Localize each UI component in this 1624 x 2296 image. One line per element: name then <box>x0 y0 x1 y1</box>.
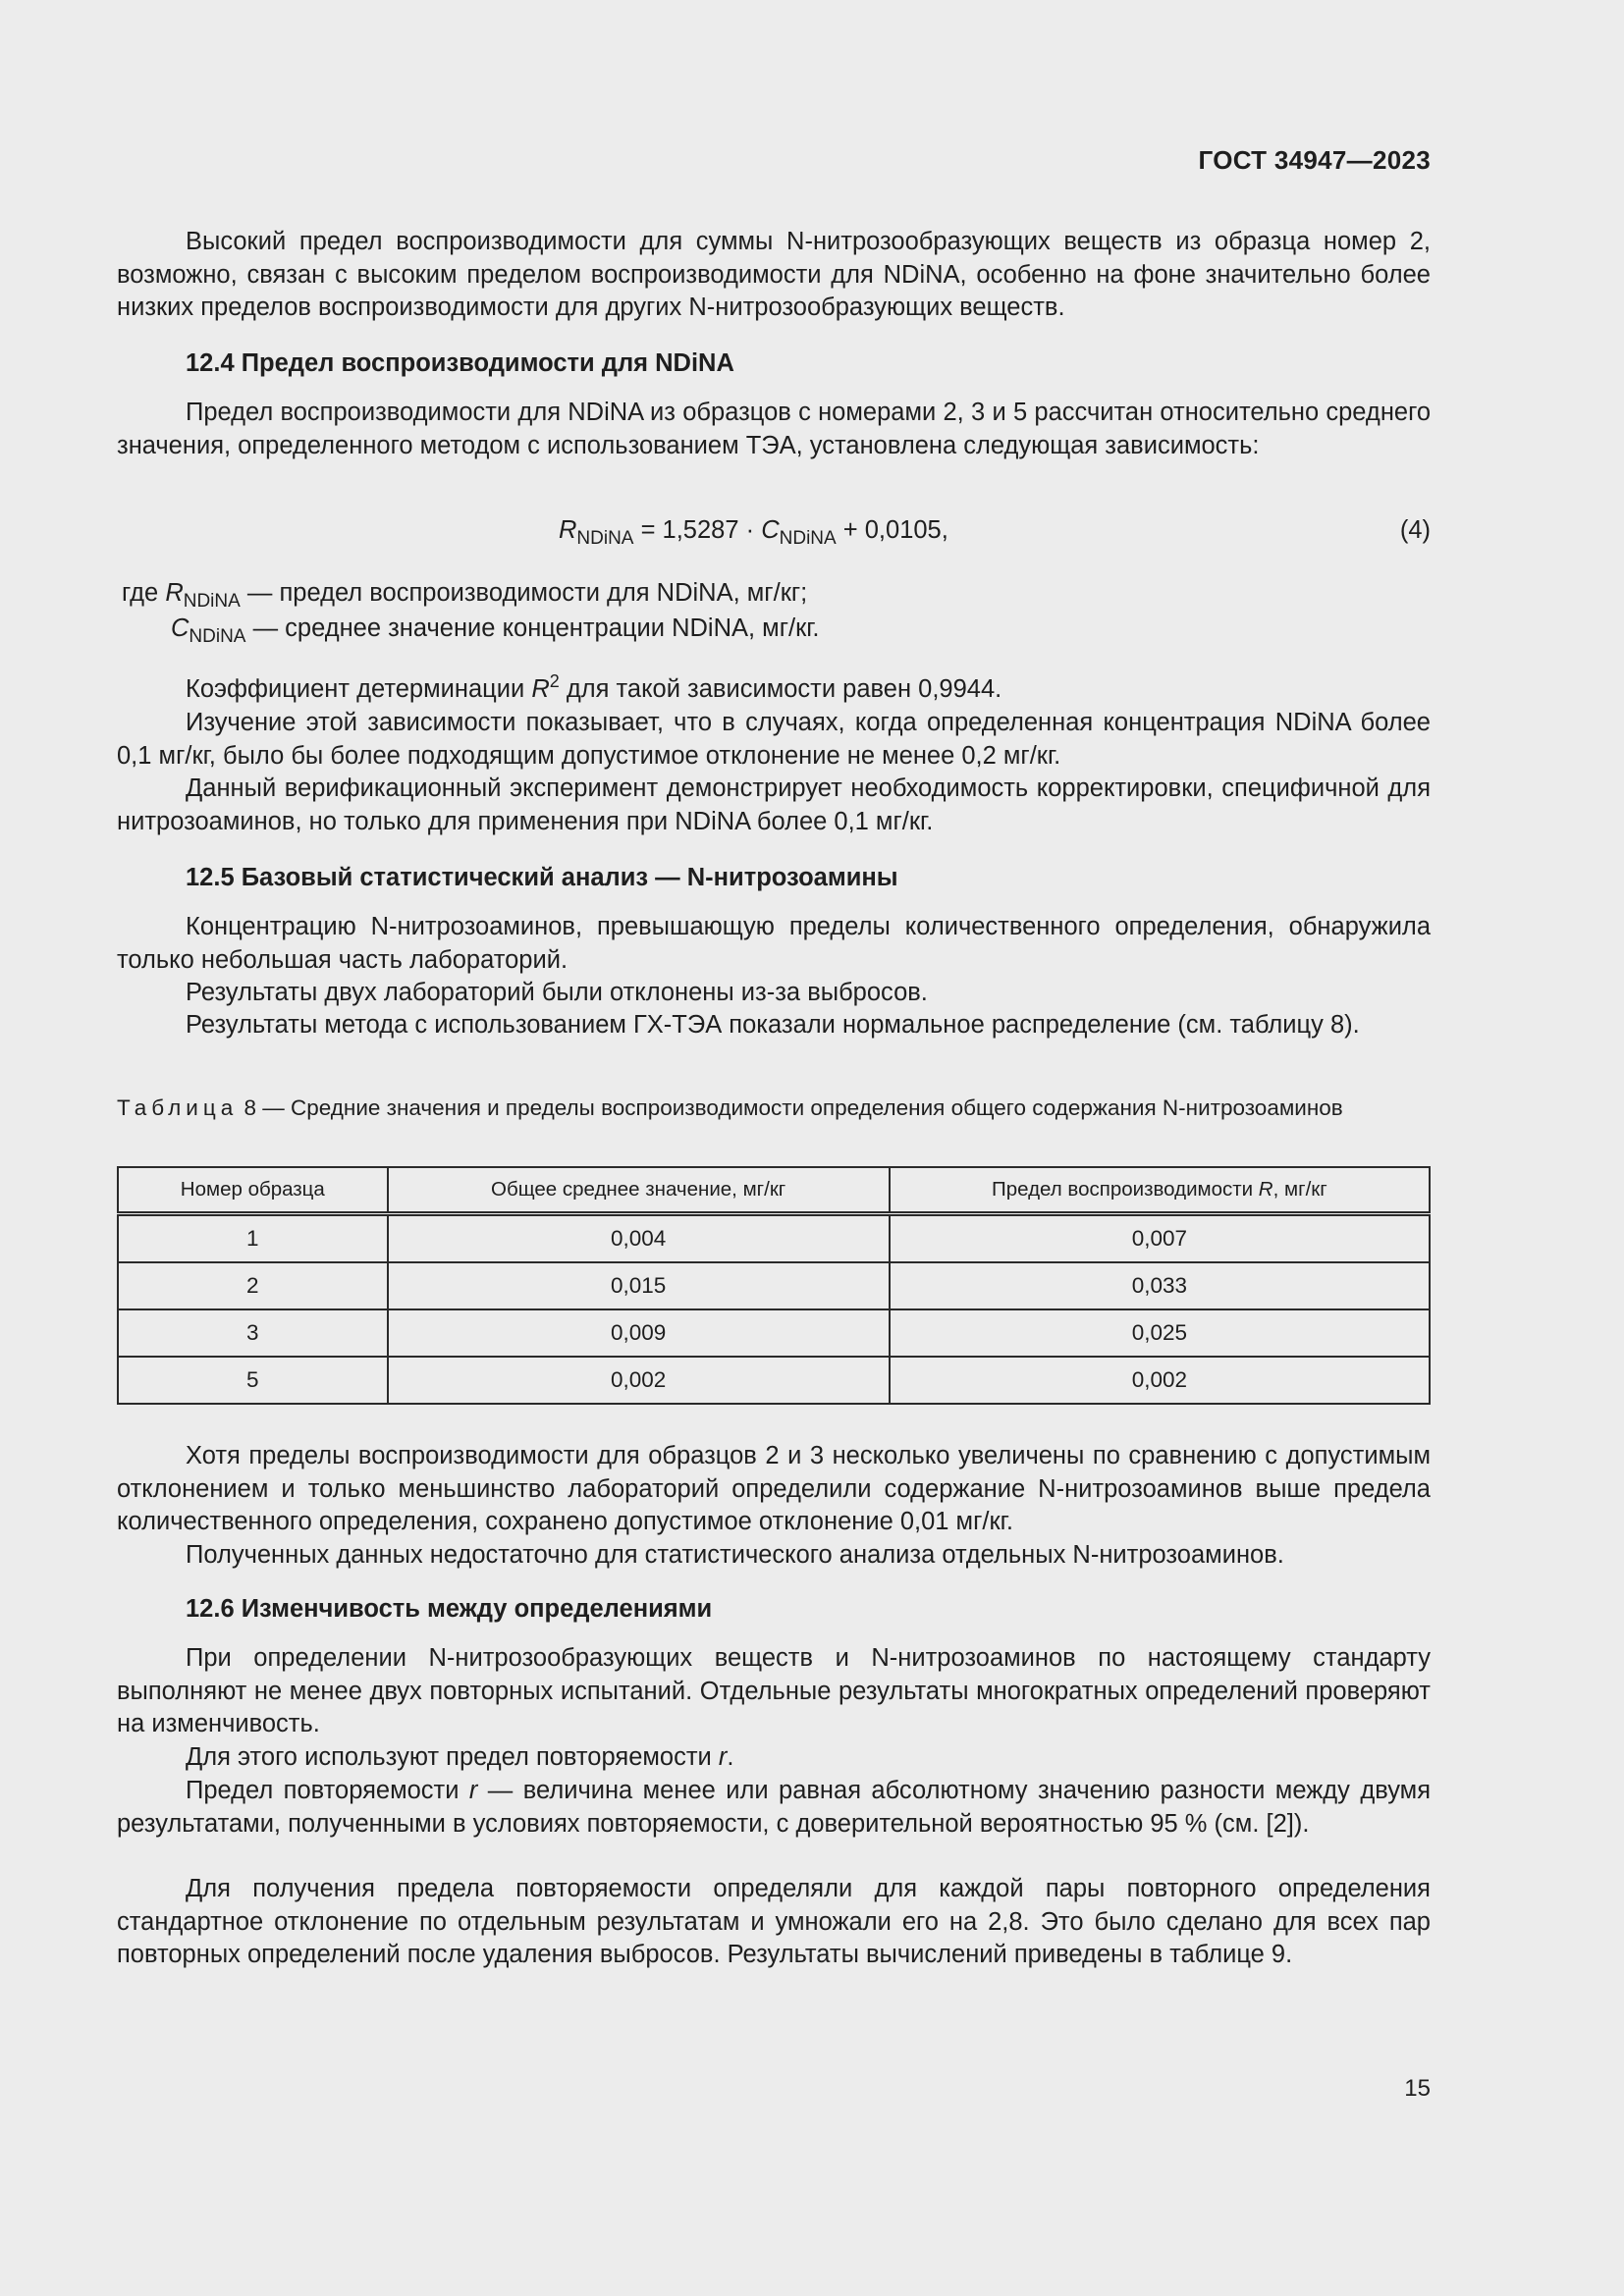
section-12-4-paragraph-1: Предел воспроизводимости для NDiNA из образцов с номерами 2, 3 и 5 рассчитан относительно среднего значения, определенного методом с использованием ТЭА, установлена следующая зависимость: <box>117 399 1431 459</box>
section-12-6-paragraph-2 <box>117 1741 1431 1775</box>
p3-symbol: r <box>468 1777 478 1804</box>
r2-exponent: 2 <box>549 671 560 691</box>
table-caption-label: Таблица <box>117 1095 239 1120</box>
where-line-1 <box>122 579 808 612</box>
cell-mean-value: 0,009 <box>388 1309 890 1357</box>
r2-symbol: R <box>531 675 550 703</box>
column-header-mean-value: Общее среднее значение, мг/кг <box>388 1167 890 1214</box>
where-line-2 <box>171 614 820 647</box>
cell-sample-number: 1 <box>118 1214 388 1263</box>
formula-expression <box>559 516 948 549</box>
table-header-row <box>118 1167 1430 1214</box>
cell-sample-number: 5 <box>118 1357 388 1404</box>
section-12-6-paragraph-3 <box>117 1775 1431 1841</box>
where-symbol-c: C <box>171 614 189 642</box>
where-symbol-r: R <box>165 579 184 607</box>
formula-number: (4) <box>1399 516 1431 544</box>
p2-pre: Для этого используют предел повторяемости <box>186 1743 719 1771</box>
section-12-5-heading: 12.5 Базовый статистический анализ — N-нитрозоамины <box>186 864 898 891</box>
page-number: 15 <box>1404 2075 1431 2102</box>
r2-paragraph <box>117 673 1431 707</box>
formula-lhs-symbol: R <box>559 516 577 544</box>
formula-lhs-sub: NDiNA <box>576 528 634 549</box>
column-header-reproducibility-limit <box>890 1167 1430 1214</box>
table-row <box>118 1357 1430 1404</box>
section-12-5-paragraph-4: Хотя пределы воспроизводимости для образцов 2 и 3 несколько увеличены по сравнению с допустимым отклонением и только меньшинство лабораторий определили содержание N-нитрозоаминов выше предела количественного определения, сохранено допустимое отклонение 0,01 мг/кг. <box>117 1442 1431 1535</box>
p3-post: — величина менее или равная абсолютному значению разности между двумя результатами, полученными в условиях повторяемости, с доверительной вероятностью 95 % (см. [2]). <box>117 1777 1431 1838</box>
p2-symbol: r <box>718 1743 728 1771</box>
r2-post: для такой зависимости равен 0,9944. <box>559 675 1002 703</box>
section-12-6-heading: 12.6 Изменчивость между определениями <box>186 1595 713 1623</box>
section-12-5-paragraph-2: Результаты двух лабораторий были отклонены из-за выбросов. <box>186 979 928 1006</box>
cell-mean-value: 0,002 <box>388 1357 890 1404</box>
cell-reproducibility-limit: 0,025 <box>890 1309 1430 1357</box>
section-12-5-paragraph-1: Концентрацию N-нитрозоаминов, превышающую пределы количественного определения, обнаружила только небольшая часть лабораторий. <box>117 913 1431 974</box>
table-caption-text: 8 — Средние значения и пределы воспроизводимости определения общего содержания N-нитрозоаминов <box>238 1095 1343 1120</box>
where-intro: где <box>122 579 166 607</box>
section-12-4-paragraph-4: Данный верификационный эксперимент демонстрирует необходимость корректировки, специфичной для нитрозоаминов, но только для применения при NDiNA более 0,1 мг/кг. <box>117 774 1431 835</box>
table-row <box>118 1262 1430 1309</box>
p3-pre: Предел повторяемости <box>186 1777 469 1804</box>
formula-rhs-sub: NDiNA <box>779 528 837 549</box>
formula-rhs-symbol: C <box>761 516 780 544</box>
standard-id-header: ГОСТ 34947—2023 <box>1198 145 1431 175</box>
cell-reproducibility-limit: 0,033 <box>890 1262 1430 1309</box>
cell-reproducibility-limit: 0,002 <box>890 1357 1430 1404</box>
intro-paragraph: Высокий предел воспроизводимости для суммы N-нитрозообразующих веществ из образца номер 2, возможно, связан с высоким пределом воспроизводимости для NDiNA, особенно на фоне значительно более низких пределов воспроизводимости для других N-нитрозообразующих веществ. <box>117 228 1431 321</box>
col3-post: , мг/кг <box>1272 1178 1327 1201</box>
formula-tail: + 0,0105, <box>836 516 948 544</box>
column-header-sample-number: Номер образца <box>118 1167 388 1214</box>
section-12-6-paragraph-4: Для получения предела повторяемости определяли для каждой пары повторного определения стандартное отклонение по отдельным результатам и умножали его на 2,8. Это было сделано для всех пар повторных определений после удаления выбросов. Результаты вычислений приведены в таблице 9. <box>117 1875 1431 1968</box>
section-12-4-heading: 12.4 Предел воспроизводимости для NDiNA <box>186 349 734 377</box>
cell-sample-number: 3 <box>118 1309 388 1357</box>
r2-pre: Коэффициент детерминации <box>186 675 532 703</box>
where-sub-c: NDiNA <box>189 626 246 647</box>
table-row <box>118 1214 1430 1263</box>
cell-reproducibility-limit: 0,007 <box>890 1214 1430 1263</box>
where-text-r: — предел воспроизводимости для NDiNA, мг/кг; <box>240 579 808 607</box>
where-text-c: — среднее значение концентрации NDiNA, мг/кг. <box>245 614 820 642</box>
where-sub-r: NDiNA <box>183 591 241 612</box>
table-8-caption <box>117 1094 1431 1122</box>
cell-sample-number: 2 <box>118 1262 388 1309</box>
cell-mean-value: 0,004 <box>388 1214 890 1263</box>
section-12-4-paragraph-3: Изучение этой зависимости показывает, что в случаях, когда определенная концентрация NDiNA более 0,1 мг/кг, было бы более подходящим допустимое отклонение не менее 0,2 мг/кг. <box>117 709 1431 770</box>
cell-mean-value: 0,015 <box>388 1262 890 1309</box>
section-12-5-paragraph-5: Полученных данных недостаточно для статистического анализа отдельных N-нитрозоаминов. <box>186 1541 1284 1569</box>
table-row <box>118 1309 1430 1357</box>
table-8 <box>117 1166 1431 1405</box>
col3-symbol: R <box>1258 1178 1273 1201</box>
formula-coefficient: = 1,5287 · <box>633 516 762 544</box>
section-12-5-paragraph-3: Результаты метода с использованием ГХ-ТЭА показали нормальное распределение (см. таблицу 8). <box>186 1011 1360 1039</box>
formula-4 <box>117 516 1431 556</box>
col3-pre: Предел воспроизводимости <box>992 1178 1259 1201</box>
p2-post: . <box>727 1743 734 1771</box>
section-12-6-paragraph-1: При определении N-нитрозообразующих веществ и N-нитрозоаминов по настоящему стандарту выполняют не менее двух повторных испытаний. Отдельные результаты многократных определений проверяют на изменчивость. <box>117 1644 1431 1737</box>
